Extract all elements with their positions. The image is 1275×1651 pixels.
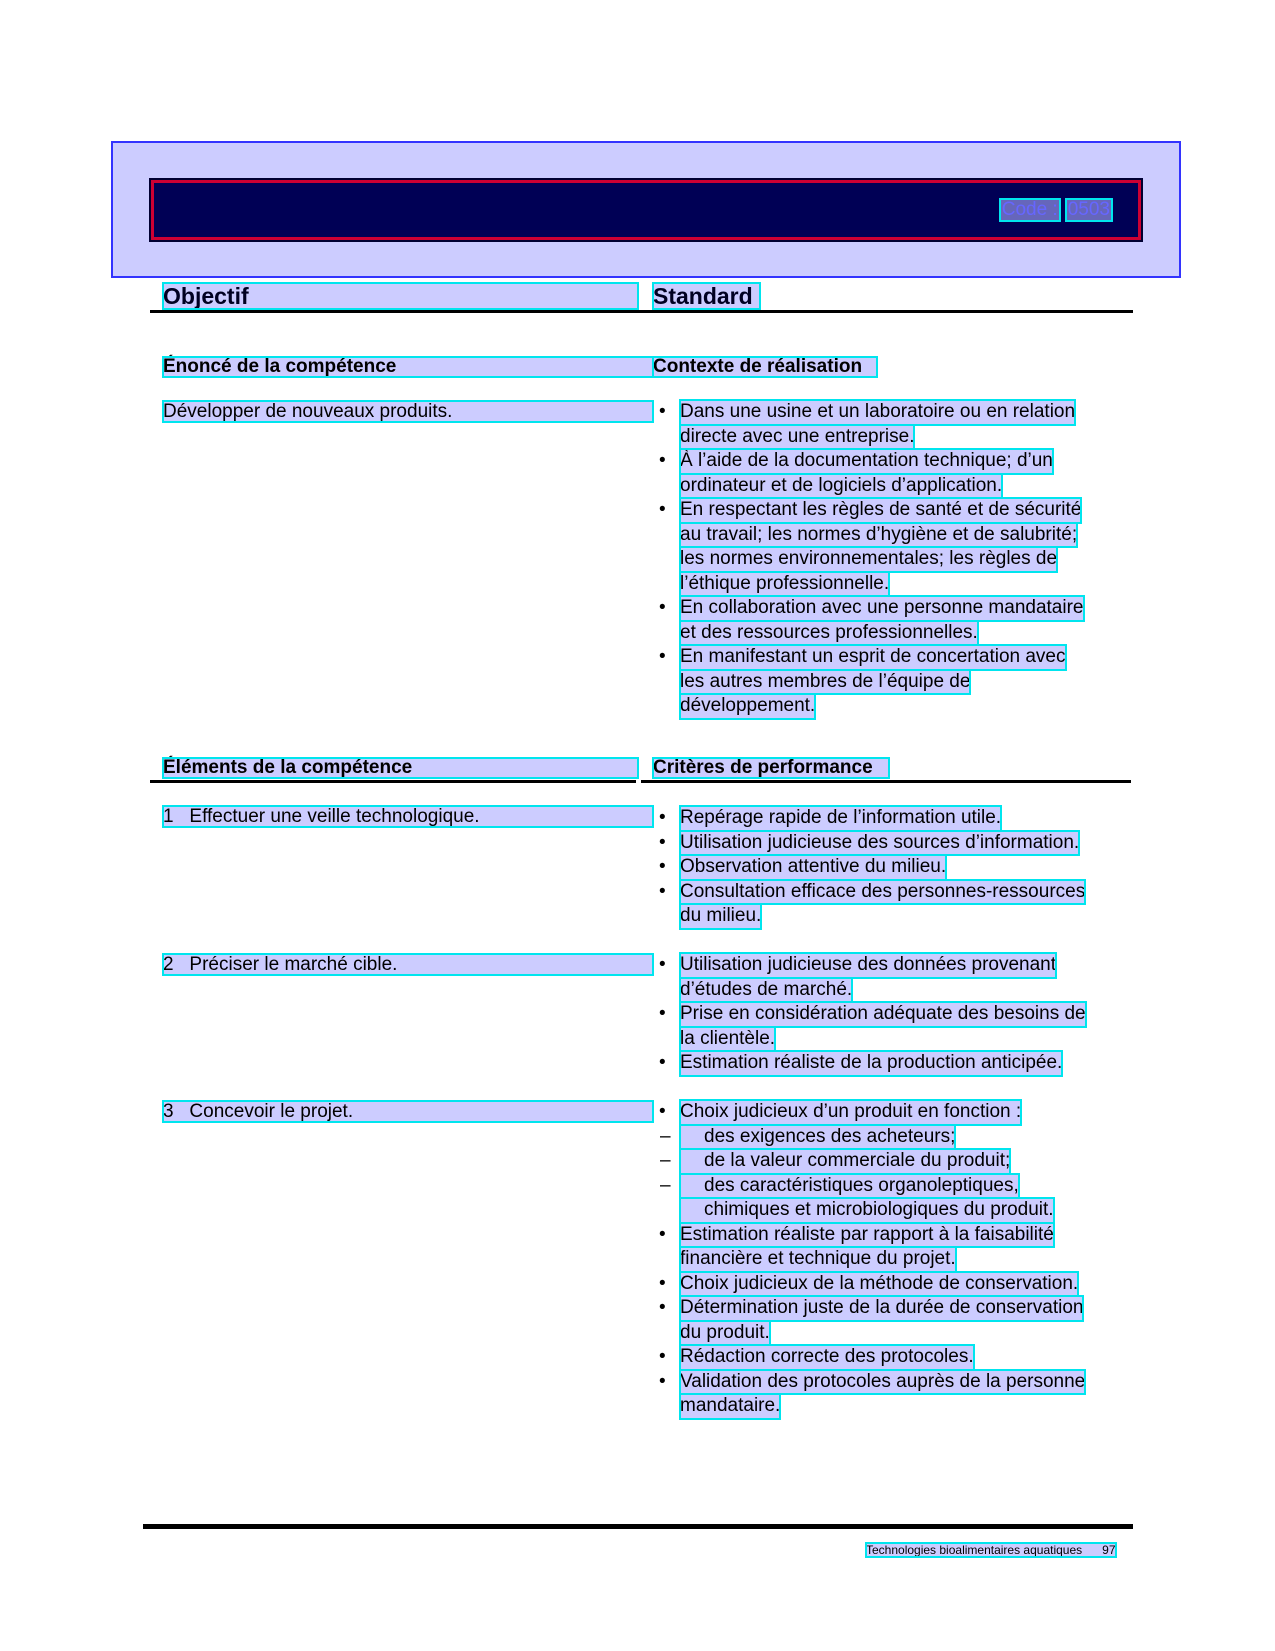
bullet-text-line: Repérage rapide de l’information utile. <box>680 806 1001 831</box>
bullet-text-line: la clientèle. <box>680 1027 775 1052</box>
bullet-text-line: l’éthique professionnelle. <box>680 572 889 597</box>
bullet-text-line: Détermination juste de la durée de conservation <box>680 1296 1083 1321</box>
bullet-icon: • <box>659 401 666 422</box>
element-label: Concevoir le projet. <box>189 1101 354 1122</box>
bullet-icon: • <box>659 807 666 828</box>
bullet-icon: • <box>659 1370 666 1392</box>
bullet-icon: • <box>659 1272 666 1294</box>
element-number: 1 <box>163 806 174 827</box>
elements-rule <box>150 780 636 783</box>
bullet-text-line: et des ressources professionnelles. <box>680 621 978 646</box>
bullet-item <box>658 1370 1128 1419</box>
bullet-item <box>658 953 1128 1002</box>
bullet-text-line: Validation des protocoles auprès de la personne <box>680 1370 1085 1395</box>
sub-item-text-line: de la valeur commerciale du produit; <box>680 1149 1010 1174</box>
element-label: Préciser le marché cible. <box>189 954 398 975</box>
bullet-icon: • <box>659 954 666 975</box>
dash-icon: – <box>660 1150 671 1171</box>
criteria-list-2 <box>658 953 1128 1076</box>
bullet-text-line: En manifestant un esprit de concertation avec <box>680 645 1066 670</box>
code-value: 0503 <box>1067 199 1110 220</box>
bullet-icon: • <box>659 1052 666 1073</box>
bullet-item <box>658 645 1128 719</box>
footer-title: Technologies bioalimentaires aquatiques <box>866 1543 1083 1557</box>
bullet-icon: • <box>659 1346 666 1367</box>
bullet-icon: • <box>659 831 666 853</box>
bullet-text-line: directe avec une entreprise. <box>680 425 914 450</box>
bullet-text-line: les normes environnementales; les règles de <box>680 547 1057 572</box>
element-label: Effectuer une veille technologique. <box>189 806 480 827</box>
bullet-text-line: Estimation réaliste de la production anticipée. <box>680 1051 1062 1076</box>
bullet-icon: • <box>659 1297 666 1318</box>
heading-rule <box>150 310 1133 313</box>
bullet-text-line: d’études de marché. <box>680 978 852 1003</box>
header-bar <box>151 180 1141 240</box>
dash-icon: – <box>660 1174 671 1196</box>
bullet-text-line: Utilisation judicieuse des données provenant <box>680 953 1056 978</box>
bullet-text-line: développement. <box>680 694 815 719</box>
bullet-item <box>658 831 1128 856</box>
criteria-list-1 <box>658 806 1128 929</box>
bullet-icon: • <box>659 880 666 902</box>
sub-item-text-line: des caractéristiques organoleptiques, <box>680 1174 1019 1199</box>
sub-item-text-line: chimiques et microbiologiques du produit. <box>680 1198 1054 1223</box>
bullet-text-line: Prise en considération adéquate des besoins de <box>680 1002 1086 1027</box>
bullet-item <box>658 1051 1128 1076</box>
bullet-text-line: ordinateur et de logiciels d’application. <box>680 474 1002 499</box>
element-3 <box>163 1101 653 1122</box>
dash-icon: – <box>660 1125 671 1147</box>
bullet-text-line: En collaboration avec une personne mandataire <box>680 596 1084 621</box>
code-text <box>1000 199 1112 221</box>
bullet-item <box>658 855 1128 880</box>
element-number: 2 <box>163 954 174 975</box>
bullet-text-line: Choix judicieux d’un produit en fonction : <box>680 1100 1021 1125</box>
bullet-icon: • <box>659 499 666 520</box>
bullet-item <box>658 1345 1128 1370</box>
bullet-text-line: Rédaction correcte des protocoles. <box>680 1345 974 1370</box>
bullet-item <box>658 1002 1128 1051</box>
criteria-heading: Critères de performance <box>653 758 889 778</box>
sub-item <box>658 1174 1128 1223</box>
bullet-item <box>658 880 1128 929</box>
bullet-item <box>658 400 1128 449</box>
bullet-icon: • <box>659 597 666 618</box>
footer-rule <box>143 1524 1133 1529</box>
column-heading-objectif: Objectif <box>163 283 638 309</box>
bullet-text-line: Observation attentive du milieu. <box>680 855 946 880</box>
bullet-icon: • <box>659 1003 666 1024</box>
bullet-text-line: Dans une usine et un laboratoire ou en relation <box>680 400 1075 425</box>
bullet-item <box>658 449 1128 498</box>
element-1 <box>163 806 653 827</box>
bullet-icon: • <box>659 856 666 877</box>
bullet-icon: • <box>659 450 666 471</box>
bullet-icon: • <box>659 1223 666 1245</box>
elements-heading: Éléments de la compétence <box>163 758 638 778</box>
code-label: Code : <box>1001 199 1058 220</box>
bullet-item <box>658 596 1128 645</box>
bullet-text-line: Estimation réaliste par rapport à la faisabilité <box>680 1223 1054 1248</box>
element-number: 3 <box>163 1101 174 1122</box>
bullet-text-line: Choix judicieux de la méthode de conservation. <box>680 1272 1078 1297</box>
sub-item-text-line: des exigences des acheteurs; <box>680 1125 955 1150</box>
footer-text <box>866 1543 1116 1557</box>
element-2 <box>163 954 653 975</box>
bullet-text-line: mandataire. <box>680 1394 780 1419</box>
criteria-list-3 <box>658 1100 1128 1419</box>
column-heading-standard: Standard <box>653 283 760 309</box>
bullet-item <box>658 498 1128 596</box>
bullet-text-line: les autres membres de l’équipe de <box>680 670 970 695</box>
bullet-text-line: Utilisation judicieuse des sources d’information. <box>680 831 1079 856</box>
criteria-rule <box>641 780 1131 783</box>
bullet-item <box>658 1296 1128 1345</box>
bullet-text-line: financière et technique du projet. <box>680 1247 956 1272</box>
bullet-text-line: À l’aide de la documentation technique; d’un <box>680 449 1053 474</box>
bullet-item <box>658 806 1128 831</box>
bullet-text-line: au travail; les normes d’hygiène et de salubrité; <box>680 523 1077 548</box>
context-list <box>658 400 1128 719</box>
page-number: 97 <box>1102 1543 1116 1557</box>
sub-item <box>658 1149 1128 1174</box>
bullet-icon: • <box>659 1101 666 1122</box>
bullet-text-line: Consultation efficace des personnes-ressources <box>680 880 1085 905</box>
bullet-text-line: du milieu. <box>680 904 761 929</box>
bullet-item <box>658 1100 1128 1125</box>
bullet-text-line: En respectant les règles de santé et de sécurité <box>680 498 1081 523</box>
bullet-icon: • <box>659 646 666 667</box>
competency-statement: Développer de nouveaux produits. <box>163 401 653 422</box>
statement-heading: Énoncé de la compétence <box>163 357 653 377</box>
bullet-item <box>658 1223 1128 1272</box>
bullet-text-line: du produit. <box>680 1321 770 1346</box>
context-heading: Contexte de réalisation <box>653 357 877 377</box>
bullet-item <box>658 1272 1128 1297</box>
sub-item <box>658 1125 1128 1150</box>
